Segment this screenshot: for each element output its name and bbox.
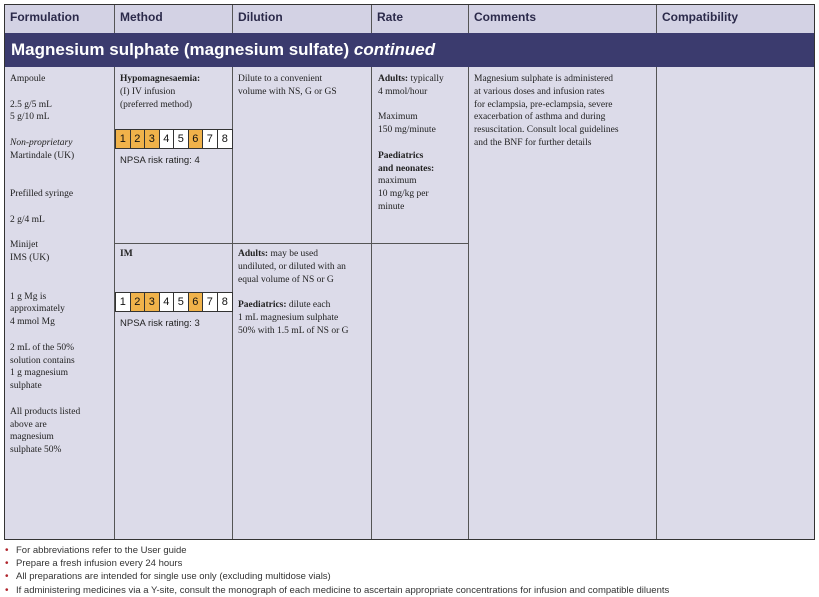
dilution-adults-text: may be used	[270, 249, 318, 259]
method-im-heading: IM	[120, 249, 133, 259]
npsa-box-1: 1	[116, 130, 131, 148]
npsa-box-5: 5	[174, 293, 189, 311]
npsa-box-8: 8	[218, 293, 233, 311]
compatibility-column	[657, 67, 814, 539]
rate-iv-cell	[378, 73, 468, 214]
comment-line: at various doses and infusion rates	[474, 86, 605, 97]
dilution-paed-text: dilute each	[288, 300, 331, 311]
footnote: • If administering medicines via a Y-site, consult the monograph of each medicine to ascertain appropriate concentrations for infusion and compatible diluents	[4, 584, 815, 597]
row-divider	[115, 243, 469, 244]
rate-adults-text: typically	[410, 74, 444, 84]
dilution-line: Dilute to a convenient	[238, 74, 323, 84]
comment-line: and the BNF for further details	[474, 137, 592, 148]
npsa-rating-scale-iv	[115, 129, 233, 149]
npsa-label-im: NPSA risk rating: 3	[120, 318, 200, 329]
formulation-line: 2 g/4 mL	[10, 214, 45, 225]
formulation-cell	[10, 73, 112, 457]
formulation-line: IMS (UK)	[10, 253, 50, 264]
npsa-box-7: 7	[203, 130, 218, 148]
column-header-dilution: Dilution	[233, 5, 372, 33]
formulation-line: solution contains	[10, 355, 75, 366]
formulation-line: Minijet	[10, 240, 38, 251]
npsa-box-4: 4	[160, 293, 175, 311]
comments-cell	[474, 73, 654, 150]
table-header	[5, 5, 814, 33]
column-header-method: Method	[115, 5, 233, 33]
formulation-line: All products listed	[10, 406, 81, 417]
column-header-formulation: Formulation	[5, 5, 115, 33]
column-header-comments: Comments	[469, 5, 657, 33]
npsa-box-2: 2	[131, 293, 146, 311]
npsa-box-1: 1	[116, 293, 131, 311]
npsa-box-6: 6	[189, 130, 204, 148]
method-iv-line: (preferred method)	[120, 99, 193, 110]
rate-paed-label: and neonates:	[378, 163, 435, 174]
column-header-compatibility: Compatibility	[662, 10, 739, 24]
formulation-line: above are	[10, 419, 47, 430]
method-im-cell	[120, 248, 230, 261]
footnote: • Prepare a fresh infusion every 24 hours	[4, 557, 815, 570]
section-title	[5, 33, 814, 67]
dilution-adults-text: undiluted, or diluted with an	[238, 261, 346, 272]
dilution-paed-label: Paediatrics:	[238, 300, 287, 311]
spacer	[10, 201, 112, 214]
dilution-adults-label: Adults:	[238, 249, 269, 259]
footnotes	[4, 544, 815, 597]
rate-paed-line: minute	[378, 201, 405, 212]
npsa-label-iv: NPSA risk rating: 4	[120, 155, 200, 166]
dilution-line: volume with NS, G or GS	[238, 86, 337, 97]
formulation-line: Prefilled syringe	[10, 189, 74, 200]
monograph-table	[4, 4, 815, 540]
spacer	[10, 124, 112, 137]
npsa-box-3: 3	[145, 293, 160, 311]
rate-max-label: Maximum	[378, 112, 418, 123]
comment-line: for eclampsia, pre-eclampsia, severe	[474, 99, 613, 110]
spacer	[10, 278, 112, 291]
dilution-iv-cell	[238, 73, 368, 99]
formulation-line: 2.5 g/5 mL	[10, 99, 52, 110]
spacer	[10, 175, 112, 188]
formulation-line: Ampoule	[10, 74, 46, 84]
formulation-line: 2 mL of the 50%	[10, 342, 75, 353]
formulation-line: 1 g magnesium	[10, 368, 69, 379]
formulation-line: approximately	[10, 304, 65, 315]
rate-adults-label: Adults:	[378, 74, 409, 84]
dilution-adults-text: equal volume of NS or G	[238, 274, 334, 285]
npsa-box-5: 5	[174, 130, 189, 148]
npsa-box-6: 6	[189, 293, 204, 311]
section-title-suffix: continued	[353, 40, 436, 59]
rate-max-value: 150 mg/minute	[378, 125, 436, 136]
spacer	[10, 329, 112, 342]
section-title-text: Magnesium sulphate (magnesium sulfate)	[11, 40, 350, 59]
dilution-paed-text: 1 mL magnesium sulphate	[238, 312, 339, 323]
footnote: • For abbreviations refer to the User guide	[4, 544, 815, 557]
npsa-box-2: 2	[131, 130, 146, 148]
comment-line: resuscitation. Consult local guidelines	[474, 125, 619, 136]
spacer	[10, 163, 112, 176]
npsa-box-7: 7	[203, 293, 218, 311]
method-iv-line: (I) IV infusion	[120, 86, 176, 97]
dilution-im-cell	[238, 248, 370, 338]
column-header-rate: Rate	[372, 5, 469, 33]
formulation-line: 5 g/10 mL	[10, 112, 50, 123]
npsa-box-3: 3	[145, 130, 160, 148]
formulation-line: sulphate 50%	[10, 445, 62, 456]
spacer	[10, 265, 112, 278]
comment-line: Magnesium sulphate is administered	[474, 74, 614, 84]
npsa-rating-scale-im	[115, 292, 233, 312]
npsa-box-8: 8	[218, 130, 233, 148]
rate-paed-line: maximum	[378, 176, 417, 187]
formulation-line: 1 g Mg is	[10, 291, 47, 302]
method-iv-cell	[120, 73, 230, 111]
comment-line: exacerbation of asthma and during	[474, 112, 606, 123]
footnote: • All preparations are intended for single use only (excluding multidose vials)	[4, 570, 815, 583]
formulation-line: sulphate	[10, 381, 42, 392]
spacer	[10, 86, 112, 99]
formulation-line: Martindale (UK)	[10, 150, 75, 161]
rate-paed-label: Paediatrics	[378, 150, 424, 161]
dilution-paed-text: 50% with 1.5 mL of NS or G	[238, 325, 349, 336]
spacer	[10, 227, 112, 240]
spacer	[10, 393, 112, 406]
rate-paed-line: 10 mg/kg per	[378, 189, 429, 200]
formulation-line: magnesium	[10, 432, 54, 443]
formulation-line: Non-proprietary	[10, 137, 73, 148]
formulation-line: 4 mmol Mg	[10, 317, 55, 328]
method-iv-heading: Hypomagnesaemia:	[120, 74, 201, 84]
rate-adults-value: 4 mmol/hour	[378, 86, 428, 97]
npsa-box-4: 4	[160, 130, 175, 148]
